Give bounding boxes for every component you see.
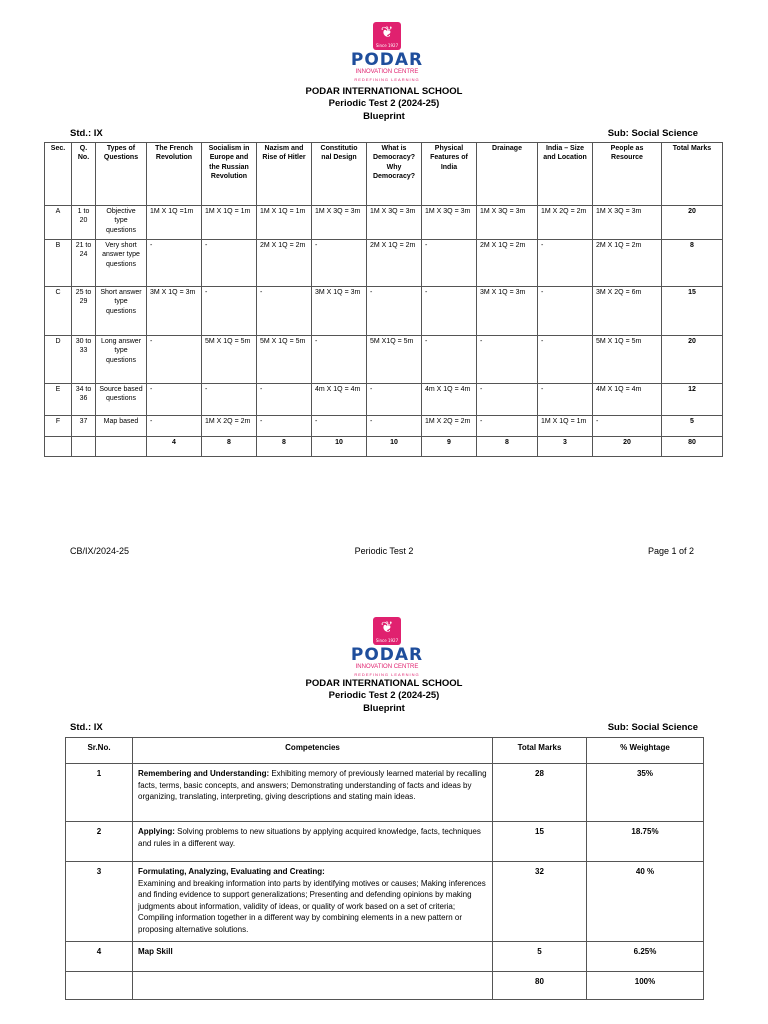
table-cell: 4m X 1Q = 4m [312,384,367,416]
header-cell: People as Resource [593,143,662,206]
table-cell: 1M X 2Q = 2m [202,416,257,437]
competency-description: Exhibiting memory of previously learned material by recalling facts, terms, basic concepts, and answers; Demonstrating understanding of facts and ideas by organizing, translating, interpreting, giving descriptions and stating main ideas. [138,769,487,802]
header-cell: Constitutio nal Design [312,143,367,206]
table-cell: 25 to 29 [72,287,96,336]
table-cell: - [147,240,202,287]
table-cell: 15 [662,287,723,336]
table-cell: - [312,416,367,437]
subject-label: Sub: Social Science [607,722,698,733]
table-cell: 5 [662,416,723,437]
header-cell: Total Marks [493,738,587,764]
header-cell: Physical Features of India [422,143,477,206]
table-cell: Long answer type questions [96,336,147,384]
table-cell: - [257,416,312,437]
table-cell: - [147,416,202,437]
table-cell: Source based questions [96,384,147,416]
total-cell: 10 [312,437,367,457]
competency-cell [133,942,493,972]
competency-description: Solving problems to new situations by applying acquired knowledge, facts, techniques and rules in a different way. [138,827,481,848]
table-cell: 1M X 3Q = 3m [593,206,662,240]
std-label: Std.: IX [70,128,103,139]
sr-no-cell: 3 [66,862,133,942]
header-cell: India – Size and Location [538,143,593,206]
marks-cell: 15 [493,822,587,862]
table-cell: 2M X 1Q = 2m [477,240,538,287]
table-cell: - [147,336,202,384]
table-cell: - [538,336,593,384]
blueprint-header-row [45,143,723,206]
table-cell: - [257,287,312,336]
school-name: PODAR INTERNATIONAL SCHOOL [305,86,463,97]
table-cell: 5M X 1Q = 5m [257,336,312,384]
header-cell: The French Revolution [147,143,202,206]
total-cell [45,437,72,457]
table-row [45,287,723,336]
table-cell: 5M X 1Q = 5m [593,336,662,384]
header-cell: Q. No. [72,143,96,206]
test-name: Periodic Test 2 (2024-25) [328,98,440,109]
table-cell: 3M X 1Q = 3m [312,287,367,336]
table-cell: 4m X 1Q = 4m [422,384,477,416]
table-row [45,336,723,384]
total-cell: 8 [257,437,312,457]
totals-row [66,972,704,1000]
table-cell: - [367,384,422,416]
header-cell: Sr.No. [66,738,133,764]
table-row [45,240,723,287]
header-cell: Total Marks [662,143,723,206]
table-cell: A [45,206,72,240]
table-cell: - [593,416,662,437]
table-cell: 21 to 24 [72,240,96,287]
table-cell: - [367,416,422,437]
table-cell: 5M X 1Q = 5m [202,336,257,384]
table-cell: - [422,240,477,287]
total-cell: 8 [477,437,538,457]
table-cell: 1M X 1Q = 1m [538,416,593,437]
table-cell: C [45,287,72,336]
subject-label: Sub: Social Science [607,128,698,139]
table-cell: Short answer type questions [96,287,147,336]
competency-body [66,764,704,1000]
test-name: Periodic Test 2 (2024-25) [328,690,440,701]
table-cell: 2M X 1Q = 2m [593,240,662,287]
marks-cell: 28 [493,764,587,822]
table-cell: 1M X 1Q =1m [147,206,202,240]
header-cell: Nazism and Rise of Hitler [257,143,312,206]
table-row [45,384,723,416]
empty-cell [133,972,493,1000]
logo-subtagline: REDEFINING LEARNING [354,672,420,677]
table-row [66,942,704,972]
logo-tagline: INNOVATION CENTRE [355,69,419,75]
table-cell: 20 [662,336,723,384]
competency-header-row [66,738,704,764]
table-cell: - [312,336,367,384]
competency-cell [133,822,493,862]
weightage-cell: 40 % [587,862,704,942]
logo-subtagline: REDEFINING LEARNING [354,77,420,82]
table-cell: 30 to 33 [72,336,96,384]
std-label: Std.: IX [70,722,103,733]
table-cell: 3M X 2Q = 6m [593,287,662,336]
table-cell: E [45,384,72,416]
table-cell: Map based [96,416,147,437]
table-cell: 3M X 1Q = 3m [147,287,202,336]
table-cell: 1M X 1Q = 1m [257,206,312,240]
total-cell: 8 [202,437,257,457]
table-cell: 20 [662,206,723,240]
table-cell: 5M X1Q = 5m [367,336,422,384]
total-weightage-cell: 100% [587,972,704,1000]
podar-logo [349,22,425,86]
page-2 [0,592,768,1024]
total-cell: 10 [367,437,422,457]
table-cell: - [538,287,593,336]
table-cell: - [477,384,538,416]
marks-cell: 32 [493,862,587,942]
table-cell: 3M X 1Q = 3m [477,287,538,336]
total-cell: 20 [593,437,662,457]
doc-title: Blueprint [363,111,405,122]
logo-name: PODAR [350,645,424,665]
header-cell: Drainage [477,143,538,206]
table-cell: - [312,240,367,287]
totals-row [45,437,723,457]
table-cell: 1M X 2Q = 2m [422,416,477,437]
logo-tagline: INNOVATION CENTRE [355,664,419,670]
table-cell: - [477,416,538,437]
table-cell: 34 to 36 [72,384,96,416]
sr-no-cell: 2 [66,822,133,862]
tree-icon: ❦ [380,619,394,636]
table-row [45,206,723,240]
competency-title: Remembering and Understanding: [138,769,270,778]
table-cell: - [538,240,593,287]
total-cell [72,437,96,457]
header-cell: Sec. [45,143,72,206]
school-name: PODAR INTERNATIONAL SCHOOL [305,678,463,689]
table-row [66,862,704,942]
marks-cell: 5 [493,942,587,972]
sr-no-cell: 1 [66,764,133,822]
table-cell: Objective type questions [96,206,147,240]
table-cell: - [202,384,257,416]
table-cell: 37 [72,416,96,437]
competency-description: Examining and breaking information into parts by identifying motives or causes; Making inferences and finding evidence to support generalizations; Presenting and defending opinions by making judgments about information, validity of ideas, or quality of work based on a set of criteria; Compiling information together in a different way by combining elements in a new pattern or proposing alternative solutions. [138,878,486,934]
table-cell: - [538,384,593,416]
table-cell: - [422,287,477,336]
total-cell: 3 [538,437,593,457]
logo-since: Since 1927 [375,43,399,48]
table-cell: 1M X 2Q = 2m [538,206,593,240]
table-cell: - [367,287,422,336]
table-cell: 8 [662,240,723,287]
footer-test: Periodic Test 2 [354,546,414,556]
logo-since: Since 1927 [375,638,399,643]
table-cell: 1M X 3Q = 3m [477,206,538,240]
total-cell [96,437,147,457]
sr-no-cell: 4 [66,942,133,972]
weightage-cell: 6.25% [587,942,704,972]
table-row [45,416,723,437]
total-cell: 80 [662,437,723,457]
table-cell: Very short answer type questions [96,240,147,287]
competency-title: Map Skill [138,947,173,956]
header-cell: Types of Questions [96,143,147,206]
blueprint-body [45,206,723,457]
table-cell: - [477,336,538,384]
table-cell: 2M X 1Q = 2m [257,240,312,287]
table-row [66,764,704,822]
total-cell: 4 [147,437,202,457]
competency-title: Applying: [138,827,175,836]
header-cell: Competencies [133,738,493,764]
competency-table [65,737,704,1000]
podar-logo [349,617,425,681]
table-cell: 1 to 20 [72,206,96,240]
table-cell: - [422,336,477,384]
table-cell: D [45,336,72,384]
header-cell: Socialism in Europe and the Russian Revolution [202,143,257,206]
header-cell: % Weightage [587,738,704,764]
total-cell: 9 [422,437,477,457]
empty-cell [66,972,133,1000]
weightage-cell: 35% [587,764,704,822]
footer-page: Page 1 of 2 [647,546,694,556]
table-cell: F [45,416,72,437]
logo-name: PODAR [350,50,424,70]
competency-cell [133,862,493,942]
blueprint-table [44,142,723,457]
table-cell: - [202,240,257,287]
footer-code: CB/IX/2024-25 [70,546,130,556]
doc-title: Blueprint [363,703,405,714]
table-cell: - [257,384,312,416]
table-cell: B [45,240,72,287]
competency-cell [133,764,493,822]
total-marks-cell: 80 [493,972,587,1000]
table-cell: 4M X 1Q = 4m [593,384,662,416]
tree-icon: ❦ [380,24,394,41]
table-cell: 1M X 3Q = 3m [312,206,367,240]
header-cell: What is Democracy? Why Democracy? [367,143,422,206]
table-cell: 1M X 1Q = 1m [202,206,257,240]
table-cell: 1M X 3Q = 3m [422,206,477,240]
table-row [66,822,704,862]
table-cell: - [147,384,202,416]
table-cell: 1M X 3Q = 3m [367,206,422,240]
table-cell: 2M X 1Q = 2m [367,240,422,287]
competency-title: Formulating, Analyzing, Evaluating and Creating: [138,867,325,876]
table-cell: 12 [662,384,723,416]
weightage-cell: 18.75% [587,822,704,862]
table-cell: - [202,287,257,336]
